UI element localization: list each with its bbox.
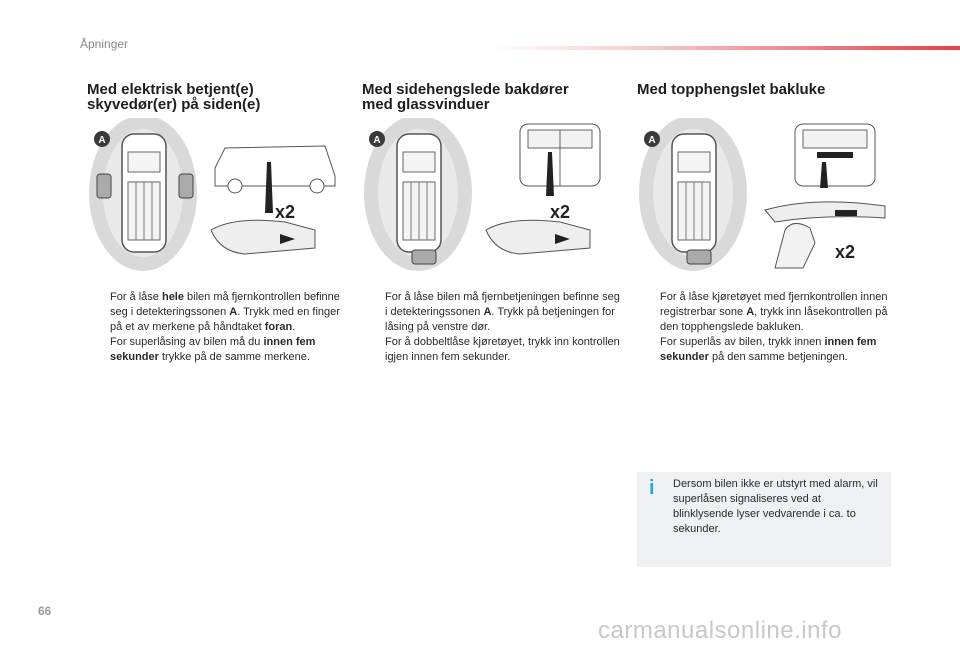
- column-tailgate: [637, 82, 895, 97]
- bullet-icon: [365, 290, 385, 335]
- list-item: [90, 335, 348, 365]
- column-title-line: med glassvinduer: [362, 96, 490, 113]
- header-accent-bar: [490, 46, 960, 50]
- zone-label: A: [373, 135, 381, 146]
- bullet-text: For superlåsing av bilen må du innen fem sekunder trykke på de samme merkene.: [110, 336, 316, 363]
- illustration-rear-doors: [360, 118, 618, 278]
- press-count-label: x2: [275, 202, 296, 222]
- info-box: [637, 472, 891, 567]
- bullet-icon: [90, 335, 110, 365]
- list-item: [365, 290, 623, 335]
- column-title: [87, 82, 345, 112]
- bullet-icon: [640, 335, 660, 365]
- info-text: Dersom bilen ikke er utstyrt med alarm, vil superlåsen signaliseres ved at blinklysende lyser vedvarende i ca. to sekunder.: [673, 478, 878, 535]
- bullet-icon: [90, 290, 110, 335]
- section-title: Åpninger: [80, 37, 129, 51]
- bullet-text: For å låse hele bilen må fjernkontrollen befinne seg i detekteringssonen A. Trykk med en finger på et av merkene på håndtaket foran.: [110, 291, 340, 333]
- bullet-text: For superlås av bilen, trykk innen innen fem sekunder på den samme betjeningen.: [660, 336, 877, 363]
- list-item: [90, 290, 348, 335]
- list-item: [365, 335, 623, 365]
- zone-label: A: [98, 135, 106, 146]
- column-title-line: Med elektrisk betjent(e): [87, 81, 254, 98]
- list-item: [640, 335, 898, 365]
- list-item: [640, 290, 898, 335]
- bullet-icon: [640, 290, 660, 335]
- illustration-tailgate: [635, 118, 893, 278]
- page-number: 66: [38, 604, 52, 618]
- zone-label: A: [648, 135, 656, 146]
- column-title: [362, 82, 620, 112]
- column-title-line: skyvedør(er) på siden(e): [87, 96, 261, 113]
- illustration-sliding-doors: [85, 118, 343, 278]
- bullet-list: [640, 290, 898, 365]
- bullet-list: [365, 290, 623, 365]
- press-count-label: x2: [550, 202, 571, 222]
- bullet-text: For å dobbeltlåse kjøretøyet, trykk inn kontrollen igjen innen fem sekunder.: [385, 336, 620, 363]
- column-rear-doors: [362, 82, 620, 112]
- press-count-label: x2: [835, 242, 856, 262]
- watermark: carmanualsonline.info: [598, 617, 842, 644]
- bullet-text: For å låse bilen må fjernbetjeningen befinne seg i detekteringssonen A. Trykk på betjeningen for låsing på venstre dør.: [385, 291, 620, 333]
- bullet-text: For å låse kjøretøyet med fjernkontrollen innen registrerbar sone A, trykk inn låsekontrollen på den topphengslede bakluken.: [660, 291, 888, 333]
- column-title: [637, 82, 895, 97]
- column-sliding-doors: [87, 82, 345, 112]
- bullet-icon: [365, 335, 385, 365]
- info-icon: i: [649, 477, 655, 499]
- bullet-list: [90, 290, 348, 365]
- column-title-line: Med sidehengslede bakdører: [362, 81, 569, 98]
- column-title-line: Med topphengslet bakluke: [637, 81, 826, 98]
